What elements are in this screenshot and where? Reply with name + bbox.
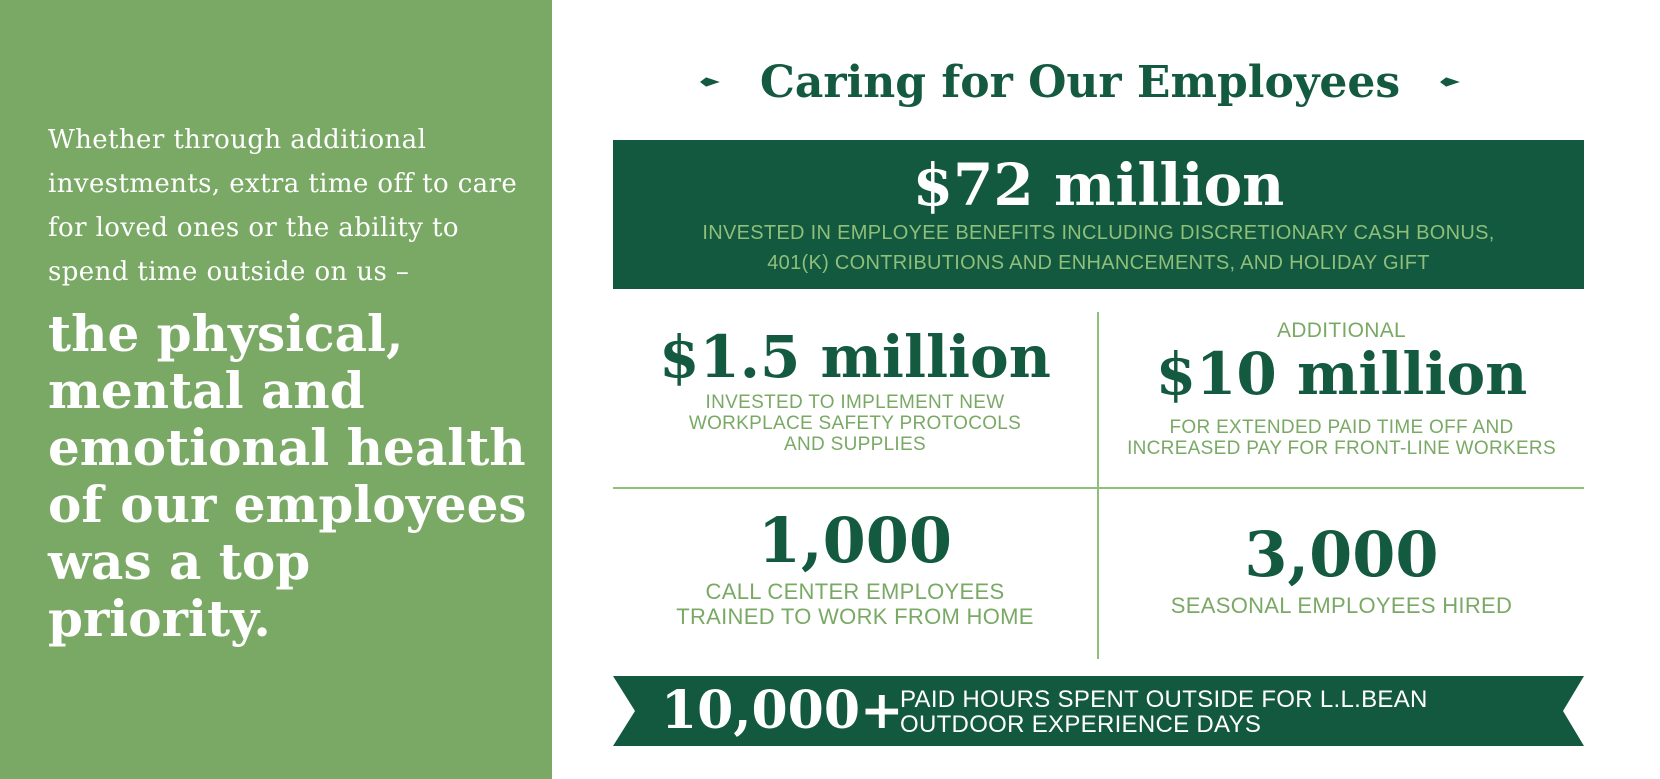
horizontal-divider: [613, 487, 1584, 489]
call-center-description-line-1: CALL CENTER EMPLOYEES: [705, 579, 1005, 605]
call-center-amount: 1,000: [757, 504, 953, 577]
paid-time-prefix: ADDITIONAL: [1276, 319, 1407, 342]
paid-time-description-line-1: FOR EXTENDED PAID TIME OFF AND: [1169, 416, 1514, 438]
safety-description-line-3: AND SUPPLIES: [784, 433, 926, 455]
outdoor-hours-description: [900, 687, 1500, 737]
benefits-description-line-2: 401(K) CONTRIBUTIONS AND ENHANCEMENTS, AND HOLIDAY GIFT: [767, 252, 1430, 274]
call-center-stat: [613, 504, 1097, 630]
safety-description-line-1: INVESTED TO IMPLEMENT NEW: [705, 391, 1005, 413]
benefits-amount: $72 million: [912, 151, 1285, 219]
outdoor-hours-amount: 10,000+: [661, 680, 904, 741]
call-center-description-line-2: TRAINED TO WORK FROM HOME: [676, 604, 1034, 630]
safety-stat: [613, 323, 1097, 455]
outdoor-hours-description-line-2: OUTDOOR EXPERIENCE DAYS: [900, 711, 1262, 738]
safety-amount: $1.5 million: [659, 323, 1051, 391]
seasonal-description: SEASONAL EMPLOYEES HIRED: [1170, 593, 1513, 619]
paid-time-amount: $10 million: [1155, 340, 1528, 408]
benefits-stat-box: [613, 140, 1584, 289]
title-row: [700, 52, 1460, 112]
benefits-description-line-1: INVESTED IN EMPLOYEE BENEFITS INCLUDING DISCRETIONARY CASH BONUS,: [702, 222, 1495, 244]
right-leaf-ornament-icon: [1440, 75, 1460, 89]
seasonal-stat: [1099, 518, 1584, 619]
paid-time-description-line-2: INCREASED PAY FOR FRONT-LINE WORKERS: [1127, 437, 1556, 459]
outdoor-hours-banner: [613, 676, 1584, 746]
intro-text: Whether through additional investments, extra time off to care for loved ones or the ability to spend time outside on us –: [48, 125, 518, 287]
left-panel: [0, 0, 552, 779]
page-title: Caring for Our Employees: [759, 56, 1401, 108]
seasonal-amount: 3,000: [1244, 518, 1439, 591]
safety-description-line-2: WORKPLACE SAFETY PROTOCOLS: [688, 412, 1022, 434]
paid-time-stat: [1099, 318, 1584, 459]
headline-text: the physical, mental and emotional health of our employees was a top priority.: [48, 304, 527, 648]
left-leaf-ornament-icon: [700, 75, 720, 89]
outdoor-hours-description-line-1: PAID HOURS SPENT OUTSIDE FOR L.L.BEAN: [900, 686, 1428, 713]
